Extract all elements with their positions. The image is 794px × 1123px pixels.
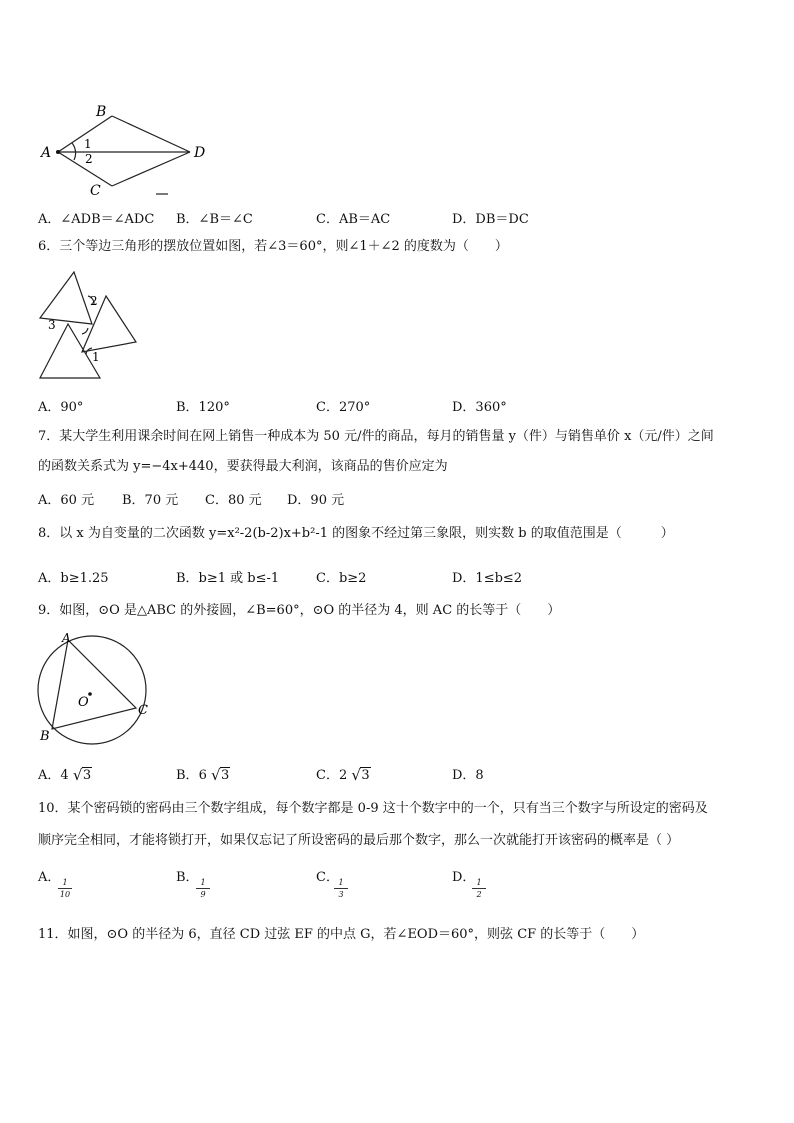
- sqrt-symbol: √ 3: [72, 766, 92, 784]
- q5-option-a: A．∠ADB＝∠ADC: [38, 212, 155, 227]
- q10-option-d-fraction: 1 2: [472, 878, 486, 899]
- q10-option-a-label: A．: [38, 870, 61, 885]
- q8-option-a: A．b≥1.25: [38, 571, 109, 586]
- q5-label-b: B: [96, 104, 107, 120]
- q8-option-b: B．b≥1 或 b≤-1: [176, 571, 280, 586]
- q6-angle-1: 1: [92, 350, 100, 364]
- q10-question-line2: 顺序完全相同，才能将锁打开，如果仅忘记了所设密码的最后那个数字，那么一次就能打开该密码的概率是（ ）: [38, 833, 680, 848]
- q9-circle-figure: [34, 632, 154, 748]
- q6-question-text: 6．三个等边三角形的摆放位置如图，若∠3＝60°，则∠1＋∠2 的度数为（ ）: [38, 239, 508, 254]
- q5-angle-1: 1: [84, 137, 92, 151]
- q9-label-a: A: [62, 632, 71, 645]
- sqrt-symbol: √ 3: [351, 766, 370, 784]
- q9-label-c: C: [138, 703, 148, 718]
- q8-question-text: 8．以 x 为自变量的二次函数 y=x²-2(b-2)x+b²-1 的图象不经过第三象限，则实数 b 的取值范围是（ ）: [38, 526, 674, 541]
- q7-option-b: B．70 元: [122, 493, 179, 508]
- q10-option-b-label: B．: [176, 870, 199, 885]
- q10-option-c-label: C．: [316, 870, 339, 885]
- q11-question-text: 11．如图，⊙O 的半径为 6，直径 CD 过弦 EF 的中点 G，若∠EOD＝60°，则弦 CF 的长等于（ ）: [38, 927, 645, 942]
- q5-angle-2: 2: [85, 152, 93, 166]
- q5-option-d: D．DB＝DC: [452, 212, 529, 227]
- q10-option-d-label: D．: [452, 870, 476, 885]
- q6-option-a: A．90°: [38, 400, 84, 415]
- q7-option-d: D．90 元: [287, 493, 345, 508]
- q5-option-c: C．AB＝AC: [316, 212, 391, 227]
- q5-kite-figure: [38, 100, 228, 200]
- q5-option-b: B．∠B＝∠C: [176, 212, 253, 227]
- q5-label-a: A: [41, 145, 52, 161]
- q9-label-b: B: [40, 729, 50, 744]
- q9-option-d: D．8: [452, 768, 484, 783]
- q7-question-line1: 7．某大学生利用课余时间在网上销售一种成本为 50 元/件的商品，每月的销售量 y（件）与销售单价 x（元/件）之间: [38, 429, 714, 444]
- q10-option-a-fraction: 1 10: [59, 878, 71, 899]
- sqrt-symbol: √ 3: [210, 766, 230, 784]
- q7-option-c: C．80 元: [205, 493, 262, 508]
- q5-label-c: C: [90, 183, 101, 199]
- q5-label-d: D: [194, 145, 206, 161]
- q9-option-c: C．2 √ 3: [316, 766, 370, 784]
- q6-angle-2: 2: [90, 294, 98, 308]
- q6-angle-3: 3: [48, 318, 56, 332]
- q9-question-text: 9．如图，⊙O 是△ABC 的外接圆，∠B=60°，⊙O 的半径为 4，则 AC 的长等于（ ）: [38, 603, 561, 618]
- q7-question-line2: 的函数关系式为 y=−4x+440，要获得最大利润，该商品的售价应定为: [38, 459, 448, 474]
- q7-option-a: A．60 元: [38, 493, 95, 508]
- q9-option-b: B．6 √ 3: [176, 766, 230, 784]
- q6-option-c: C．270°: [316, 400, 371, 415]
- q9-option-a: A．4 √ 3: [38, 766, 92, 784]
- q6-option-b: B．120°: [176, 400, 230, 415]
- q9-label-o: O: [78, 695, 89, 710]
- q6-triangles-figure: [36, 268, 146, 384]
- q8-option-c: C．b≥2: [316, 571, 367, 586]
- q6-option-d: D．360°: [452, 400, 507, 415]
- q8-option-d: D．1≤b≤2: [452, 571, 523, 586]
- q10-question-line1: 10．某个密码锁的密码由三个数字组成，每个数字都是 0-9 这十个数字中的一个，只有当三个数字与所设定的密码及: [38, 801, 708, 816]
- q10-option-c-fraction: 1 3: [334, 878, 348, 899]
- q10-option-b-fraction: 1 9: [196, 878, 210, 899]
